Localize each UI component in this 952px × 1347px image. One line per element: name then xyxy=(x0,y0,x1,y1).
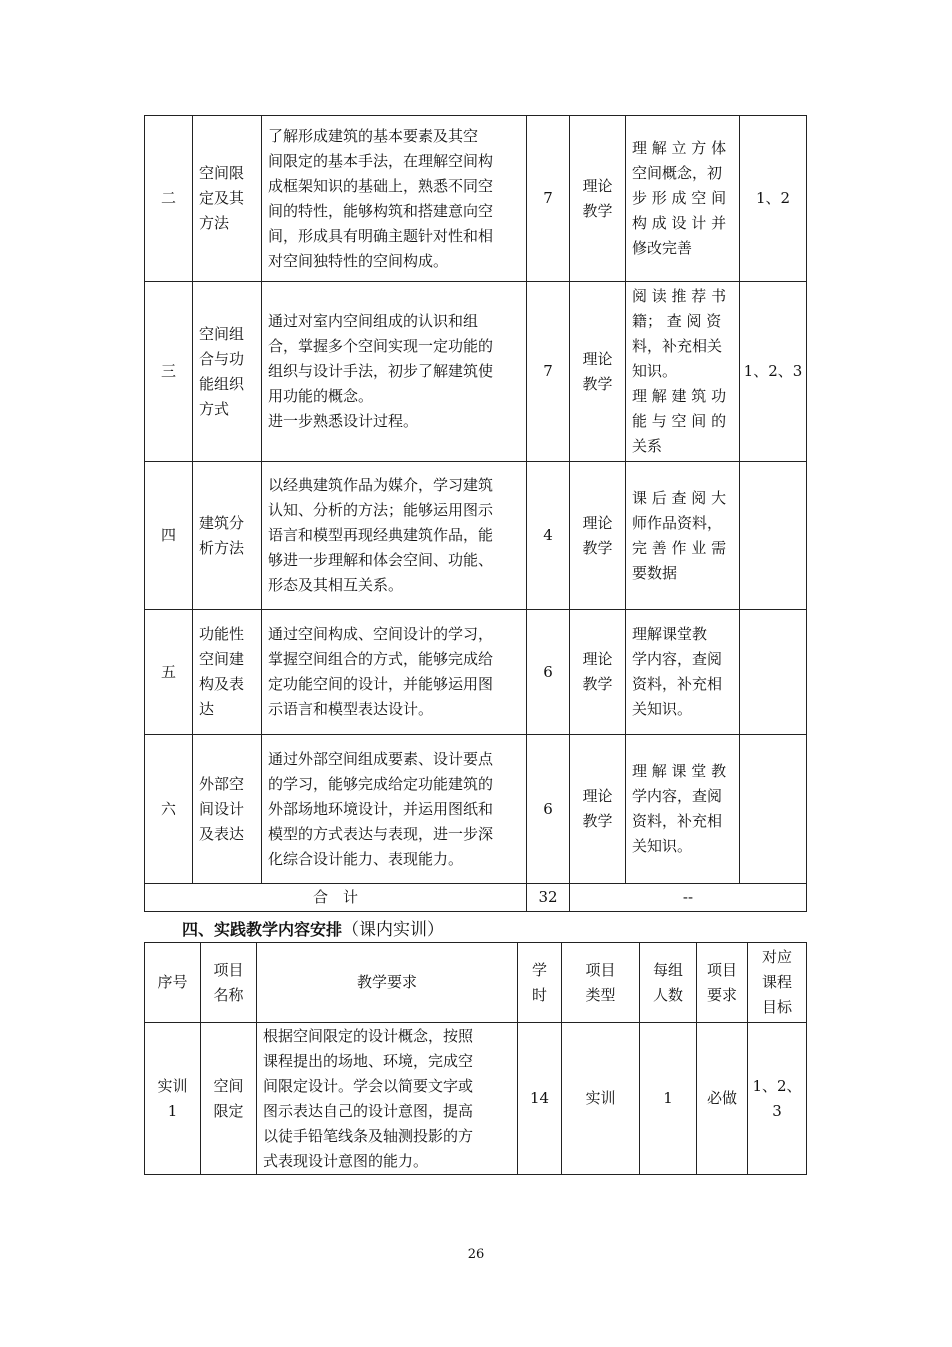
header-type-line: 项目 xyxy=(585,960,616,979)
teaching-method xyxy=(570,610,626,735)
chapter-requirement-line: 定功能空间的设计，并能够运用图 xyxy=(268,675,494,693)
practice-name-line: 空间 xyxy=(213,1076,244,1095)
practice-demand: 必做 xyxy=(697,1023,748,1175)
teaching-method xyxy=(570,462,626,610)
practice-requirement-line: 以徒手铅笔线条及轴测投影的方 xyxy=(263,1126,474,1145)
chapter-number: 二 xyxy=(145,116,193,282)
chapter-requirement-line: 模型的方式表达与表现，进一步深 xyxy=(268,824,494,843)
chapter-requirement xyxy=(262,610,527,735)
chapter-name xyxy=(193,282,262,462)
study-tasks-line: 理 解 课 堂 教 xyxy=(632,762,727,780)
course-goals: 1、2 xyxy=(740,116,807,282)
chapter-requirement-line: 形态及其相互关系。 xyxy=(268,576,404,594)
practice-requirement-line: 根据空间限定的设计概念，按照 xyxy=(263,1026,474,1045)
chapter-hours: 7 xyxy=(527,282,570,462)
total-hours: 32 xyxy=(527,884,570,912)
table-row xyxy=(145,610,807,735)
chapter-hours: 7 xyxy=(527,116,570,282)
teaching-method-line: 教学 xyxy=(582,374,613,393)
practice-seq-line: 实训 xyxy=(157,1076,188,1095)
study-tasks xyxy=(626,116,740,282)
table-row xyxy=(145,735,807,884)
header-type-line: 类型 xyxy=(585,985,616,1004)
chapter-requirement-line: 通过外部空间组成要素、设计要点 xyxy=(268,749,494,768)
header-row xyxy=(145,943,807,1023)
chapter-requirement-line: 间的特性，能够构筑和搭建意向空 xyxy=(268,201,494,220)
chapter-name-line: 空间限 xyxy=(199,164,245,182)
header-seq: 序号 xyxy=(145,943,201,1023)
chapter-requirement-line: 组织与设计手法，初步了解建筑使 xyxy=(268,362,494,380)
practice-seq xyxy=(145,1023,201,1175)
header-type xyxy=(562,943,640,1023)
teaching-method xyxy=(570,735,626,884)
study-tasks xyxy=(626,282,740,462)
practice-type: 实训 xyxy=(562,1023,640,1175)
chapter-hours: 4 xyxy=(527,462,570,610)
section-heading xyxy=(182,917,444,943)
chapter-requirement-line: 用功能的概念。 xyxy=(268,387,374,405)
study-tasks-line: 关知识。 xyxy=(632,700,693,718)
chapter-requirement xyxy=(262,462,527,610)
practice-name xyxy=(201,1023,257,1175)
chapter-name-line: 能组织 xyxy=(199,374,245,393)
section-heading-note: （课内实训） xyxy=(342,920,445,940)
chapter-name xyxy=(193,610,262,735)
teaching-method-line: 教学 xyxy=(582,201,613,220)
study-tasks-line: 知识。 xyxy=(632,362,678,380)
chapter-requirement-line: 进一步熟悉设计过程。 xyxy=(268,412,419,430)
header-group-line: 人数 xyxy=(652,985,683,1004)
chapter-number: 三 xyxy=(145,282,193,462)
chapter-requirement xyxy=(262,282,527,462)
teaching-method-line: 教学 xyxy=(582,538,613,557)
header-name xyxy=(201,943,257,1023)
study-tasks-line: 修改完善 xyxy=(632,239,693,257)
study-tasks-line: 料，补充相关 xyxy=(632,337,723,355)
chapter-requirement-line: 示语言和模型表达设计。 xyxy=(268,700,434,718)
practice-hours: 14 xyxy=(518,1023,562,1175)
chapter-requirement-line: 合，掌握多个空间实现一定功能的 xyxy=(268,337,494,355)
chapter-name xyxy=(193,462,262,610)
header-hours-line: 学 xyxy=(531,960,547,979)
study-tasks xyxy=(626,610,740,735)
practice-seq-line: 1 xyxy=(167,1101,178,1120)
chapter-requirement-line: 间，形成具有明确主题针对性和相 xyxy=(268,226,494,245)
course-goals xyxy=(740,735,807,884)
header-group xyxy=(640,943,697,1023)
practice-group: 1 xyxy=(640,1023,697,1175)
study-tasks xyxy=(626,735,740,884)
header-hours xyxy=(518,943,562,1023)
chapter-hours: 6 xyxy=(527,735,570,884)
chapter-requirement-line: 通过空间构成、空间设计的学习， xyxy=(268,625,494,643)
chapter-requirement-line: 了解形成建筑的基本要素及其空 xyxy=(268,126,479,145)
header-name-line: 项目 xyxy=(213,960,244,979)
page-number: 26 xyxy=(467,1247,485,1262)
total-row xyxy=(145,884,807,912)
study-tasks-line: 籍； 查 阅 资 xyxy=(632,312,722,330)
teaching-method-line: 教学 xyxy=(582,812,613,830)
chapter-name-line: 方法 xyxy=(199,214,230,232)
practice-goal-line: 1、2、 xyxy=(752,1076,802,1095)
chapter-name-line: 间设计 xyxy=(199,799,245,818)
chapter-requirement-line: 以经典建筑作品为媒介，学习建筑 xyxy=(268,476,494,494)
table-row xyxy=(145,282,807,462)
chapter-number: 六 xyxy=(145,735,193,884)
chapter-name-line: 外部空 xyxy=(199,774,245,793)
chapter-number: 四 xyxy=(145,462,193,610)
teaching-method xyxy=(570,282,626,462)
practice-name-line: 限定 xyxy=(213,1101,244,1120)
chapter-name-line: 方式 xyxy=(199,399,230,418)
chapter-name-line: 及表达 xyxy=(199,824,245,843)
study-tasks xyxy=(626,462,740,610)
chapter-name-line: 空间组 xyxy=(199,324,245,343)
study-tasks-line: 理 解 建 筑 功 xyxy=(632,387,727,405)
chapter-name-line: 空间建 xyxy=(199,650,245,668)
chapter-name xyxy=(193,735,262,884)
teaching-method xyxy=(570,116,626,282)
study-tasks-line: 资料，补充相 xyxy=(632,675,723,693)
chapter-name-line: 建筑分 xyxy=(199,513,245,532)
study-tasks-line: 学内容，查阅 xyxy=(632,650,723,668)
practice-table xyxy=(144,942,807,1175)
practice-requirement-line: 间限定设计。学会以简要文字或 xyxy=(263,1076,474,1095)
teaching-method-line: 理论 xyxy=(582,787,613,805)
chapter-name-line: 功能性 xyxy=(199,625,245,643)
chapter-hours: 6 xyxy=(527,610,570,735)
header-demand-line: 要求 xyxy=(706,985,737,1004)
chapter-name xyxy=(193,116,262,282)
chapter-requirement-line: 化综合设计能力、表现能力。 xyxy=(268,849,464,868)
header-goal-line: 课程 xyxy=(761,973,792,991)
header-goal xyxy=(748,943,807,1023)
course-goals xyxy=(740,610,807,735)
practice-goal xyxy=(748,1023,807,1175)
chapter-requirement-line: 外部场地环境设计，并运用图纸和 xyxy=(268,799,494,818)
teaching-method-line: 理论 xyxy=(582,513,613,532)
header-demand xyxy=(697,943,748,1023)
total-label: 合 计 xyxy=(145,884,527,912)
study-tasks-line: 要数据 xyxy=(632,563,678,582)
study-tasks-line: 阅 读 推 荐 书 xyxy=(632,287,727,305)
study-tasks-line: 步 形 成 空 间 xyxy=(632,189,727,207)
chapter-requirement xyxy=(262,116,527,282)
study-tasks-line: 空间概念，初 xyxy=(632,164,723,182)
chapter-requirement-line: 成框架知识的基础上，熟悉不同空 xyxy=(268,176,494,195)
practice-requirement-line: 图示表达自己的设计意图，提高 xyxy=(263,1101,474,1120)
practice-requirement xyxy=(257,1023,518,1175)
teaching-method-line: 理论 xyxy=(582,176,613,195)
chapter-requirement-line: 间限定的基本手法，在理解空间构 xyxy=(268,151,494,170)
chapter-number: 五 xyxy=(145,610,193,735)
total-rest: -- xyxy=(570,884,807,912)
chapter-requirement xyxy=(262,735,527,884)
chapter-name-line: 定及其 xyxy=(199,189,245,207)
header-goal-line: 目标 xyxy=(761,998,792,1016)
course-content-table xyxy=(144,115,807,912)
study-tasks-line: 完 善 作 业 需 xyxy=(632,538,727,557)
chapter-requirement-line: 够进一步理解和体会空间、功能、 xyxy=(268,551,494,569)
study-tasks-line: 构 成 设 计 并 xyxy=(632,214,727,232)
header-group-line: 每组 xyxy=(652,960,683,979)
table-row xyxy=(145,116,807,282)
header-req: 教学要求 xyxy=(257,943,518,1023)
teaching-method-line: 教学 xyxy=(582,675,613,693)
header-demand-line: 项目 xyxy=(706,960,737,979)
practice-requirement-line: 课程提出的场地、环境，完成空 xyxy=(263,1051,474,1070)
table-row xyxy=(145,1023,807,1175)
chapter-name-line: 达 xyxy=(199,700,215,718)
study-tasks-line: 关知识。 xyxy=(632,837,693,855)
study-tasks-line: 课 后 查 阅 大 xyxy=(632,488,727,507)
chapter-name-line: 合与功 xyxy=(199,349,245,368)
course-goals: 1、2、3 xyxy=(740,282,807,462)
teaching-method-line: 理论 xyxy=(582,349,613,368)
study-tasks-line: 关系 xyxy=(632,437,663,455)
chapter-name-line: 析方法 xyxy=(199,538,245,557)
header-name-line: 名称 xyxy=(213,985,244,1004)
chapter-requirement-line: 掌握空间组合的方式，能够完成给 xyxy=(268,650,494,668)
chapter-name-line: 构及表 xyxy=(199,675,245,693)
table-row xyxy=(145,462,807,610)
study-tasks-line: 师作品资料， xyxy=(632,513,723,532)
chapter-requirement-line: 对空间独特性的空间构成。 xyxy=(268,251,449,270)
study-tasks-line: 理 解 立 方 体 xyxy=(632,139,727,157)
study-tasks-line: 理解课堂教 xyxy=(632,625,708,643)
practice-goal-line: 3 xyxy=(772,1101,782,1120)
teaching-method-line: 理论 xyxy=(582,650,613,668)
course-goals xyxy=(740,462,807,610)
study-tasks-line: 资料，补充相 xyxy=(632,812,723,830)
chapter-requirement-line: 的学习，能够完成给定功能建筑的 xyxy=(268,774,494,793)
section-heading-title: 四、实践教学内容安排 xyxy=(182,920,343,939)
chapter-requirement-line: 语言和模型再现经典建筑作品，能 xyxy=(268,526,494,544)
header-hours-line: 时 xyxy=(531,985,547,1004)
chapter-requirement-line: 认知、分析的方法；能够运用图示 xyxy=(268,501,494,519)
study-tasks-line: 学内容，查阅 xyxy=(632,787,723,805)
chapter-requirement-line: 通过对室内空间组成的认识和组 xyxy=(268,312,479,330)
practice-requirement-line: 式表现设计意图的能力。 xyxy=(263,1151,429,1170)
header-goal-line: 对应 xyxy=(761,948,792,966)
study-tasks-line: 能 与 空 间 的 xyxy=(632,412,727,430)
